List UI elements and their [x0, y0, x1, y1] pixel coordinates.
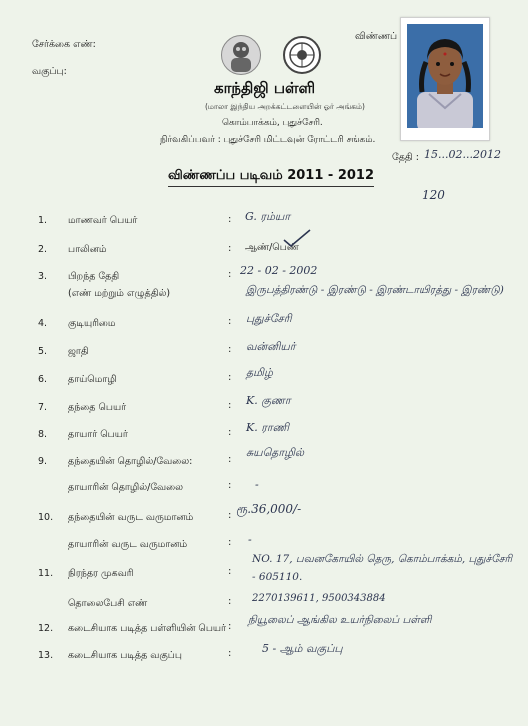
field-number: 9.: [38, 456, 48, 467]
field-number: 2.: [38, 244, 48, 255]
student-name-value: G. ரம்யா: [245, 210, 291, 223]
separator-colon: :: [228, 269, 232, 280]
permanent-address-value: NO. 17, பவனகோயில் தெரு, கொம்பாக்கம், புதுச்சேரி - 605110.: [252, 553, 513, 583]
nationality-label: குடியுரிமை: [68, 318, 116, 329]
father-name-value: K. குணா: [246, 394, 291, 407]
gender-label: பாலினம்: [68, 244, 107, 255]
dob-words-label: (எண் மற்றும் எழுத்தில்): [68, 288, 171, 299]
separator-colon: :: [228, 596, 232, 607]
father-income-value: ரூ.36,000/-: [236, 502, 302, 516]
field-number: 6.: [38, 374, 48, 385]
mother-tongue-label: தாய்மொழி: [68, 374, 117, 385]
separator-colon: :: [228, 427, 232, 438]
gender-value: ஆண்/பெண்: [245, 242, 299, 253]
separator-colon: :: [228, 316, 232, 327]
separator-colon: :: [228, 243, 232, 254]
field-number: 13.: [38, 650, 54, 661]
handwritten-number: 120: [422, 188, 445, 202]
separator-colon: :: [228, 400, 232, 411]
gandhi-silhouette-icon: [222, 36, 260, 74]
photo-background: [407, 24, 483, 128]
separator-colon: :: [228, 566, 232, 577]
date-value: 15...02...2012: [424, 148, 501, 161]
phone-label: தொலைபேசி எண்: [68, 598, 148, 609]
school-admin: நிர்வகிப்பவர் : புதுச்சேரி மிட்டவுன் ரோட்டரி சங்கம்.: [160, 135, 376, 145]
separator-colon: :: [228, 537, 232, 548]
last-class-label: கடைசியாக படித்த வகுப்பு: [68, 650, 182, 661]
field-number: 7.: [38, 402, 48, 413]
father-occupation-value: சுயதொழில்: [246, 446, 305, 459]
school-name: காந்திஜி பள்ளி: [214, 79, 316, 97]
mother-tongue-value: தமிழ்: [246, 366, 273, 379]
mother-name-label: தாயார் பெயர்: [68, 429, 128, 440]
phone-value: 2270139611, 9500343884: [252, 593, 386, 604]
field-number: 1.: [38, 215, 48, 226]
nationality-value: புதுச்சேரி: [246, 312, 292, 325]
separator-colon: :: [228, 480, 232, 491]
form-title: விண்ணப்ப படிவம் 2011 - 2012: [168, 168, 375, 183]
father-name-label: தந்தை பெயர்: [68, 402, 127, 413]
field-number: 5.: [38, 346, 48, 357]
application-number-label: விண்ணப்: [355, 31, 398, 42]
separator-colon: :: [228, 510, 232, 521]
check-mark-icon: [282, 228, 312, 248]
mother-name-value: K. ராணி: [246, 421, 290, 434]
last-class-value: 5 - ஆம் வகுப்பு: [262, 642, 343, 655]
field-number: 11.: [38, 568, 54, 579]
student-name-label: மாணவர் பெயர்: [68, 215, 138, 226]
dob-value: 22 - 02 - 2002: [240, 264, 318, 277]
separator-colon: :: [228, 344, 232, 355]
father-income-label: தந்தையின் வருட வருமானம்: [68, 512, 194, 523]
field-number: 3.: [38, 271, 48, 282]
student-photo: [400, 17, 490, 141]
father-occupation-label: தந்தையின் தொழில்/வேலை:: [68, 456, 193, 467]
last-school-label: கடைசியாக படித்த பள்ளியின் பெயர்: [68, 623, 226, 634]
permanent-address-label: நிரந்தர முகவரி: [68, 568, 134, 579]
gandhi-portrait-icon: [221, 35, 261, 75]
mother-occupation-value: -: [255, 478, 259, 491]
separator-colon: :: [228, 454, 232, 465]
date-label: தேதி :: [392, 152, 419, 163]
mother-income-label: தாயாரின் வருட வருமானம்: [68, 539, 188, 550]
dob-label: பிறந்த தேதி: [68, 271, 120, 282]
form-title-underline: [168, 186, 374, 187]
school-emblem-icon: [283, 36, 321, 74]
caste-label: ஜாதி: [68, 346, 89, 357]
field-number: 12.: [38, 623, 54, 634]
separator-colon: :: [228, 648, 232, 659]
separator-colon: :: [228, 214, 232, 225]
field-number: 10.: [38, 512, 54, 523]
mother-income-value: -: [248, 533, 252, 546]
emblem-wheel-icon: [285, 38, 319, 72]
separator-colon: :: [228, 621, 232, 632]
mother-occupation-label: தாயாரின் தொழில்/வேலை: [68, 482, 184, 493]
caste-value: வன்னியர்: [246, 340, 296, 353]
admission-number-label: சேர்க்கை எண்:: [32, 39, 96, 50]
last-school-value: நியூலைப் ஆங்கில உயர்நிலைப் பள்ளி: [248, 614, 432, 626]
dob-words-value: இருபத்திரண்டு - இரண்டு - இரண்டாயிரத்து - இரண்டு): [246, 284, 504, 296]
student-portrait-icon: [407, 24, 483, 128]
separator-colon: :: [228, 372, 232, 383]
school-address: கொம்பாக்கம், புதுச்சேரி.: [222, 118, 323, 128]
school-affiliation: (மாலா இந்திய அறக்கட்டளையின் ஓர் அங்கம்): [205, 102, 365, 111]
field-number: 8.: [38, 429, 48, 440]
field-number: 4.: [38, 318, 48, 329]
class-label: வகுப்பு:: [32, 66, 67, 77]
